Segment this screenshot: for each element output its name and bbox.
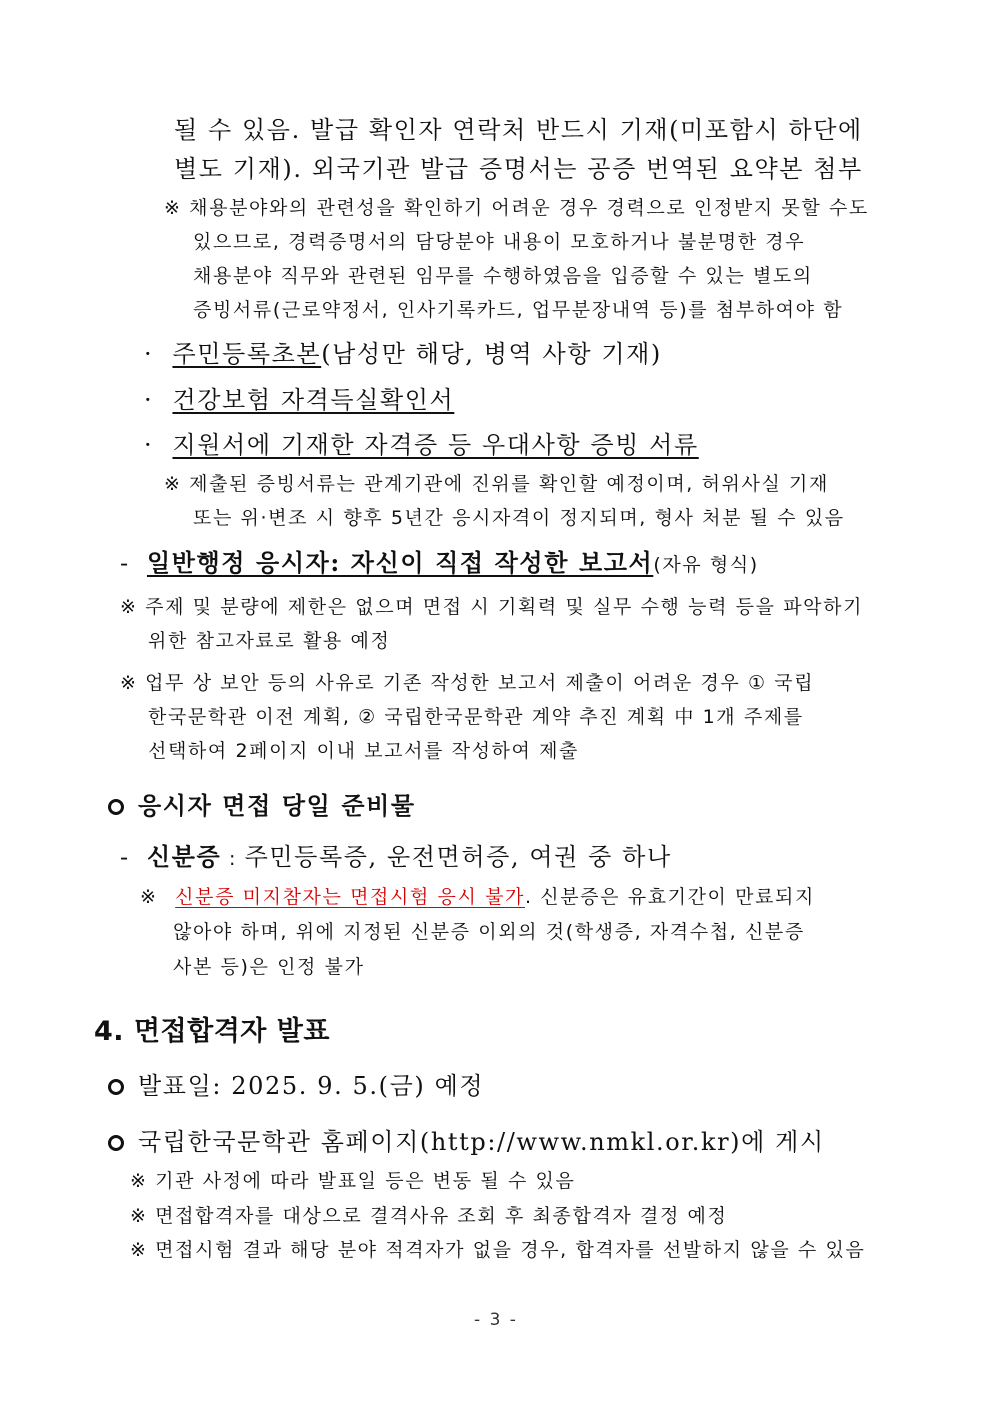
circle-bullet-icon [108, 1079, 124, 1095]
interview-day-title: 응시자 면접 당일 준비물 [138, 791, 416, 820]
section-4-note-3: ※ 면접시험 결과 해당 분야 적격자가 없을 경우, 합격자를 선발하지 않을 수 있음 [130, 1239, 866, 1261]
note-career-line-4: 증빙서류(근로약정서, 인사기록카드, 업무분장내역 등)를 첨부하여야 함 [193, 299, 844, 321]
doc-marker: · [144, 340, 154, 368]
id-note-line-3: 사본 등)은 인정 불가 [173, 956, 365, 978]
note-security-line-1: ※ 업무 상 보안 등의 사유로 기존 작성한 보고서 제출이 어려운 경우 ① 국립 [120, 672, 815, 694]
general-admin-report [120, 548, 759, 577]
doc-marker: · [144, 386, 154, 414]
note-docs-line-2: 또는 위·변조 시 향후 5년간 응시자격이 정지되며, 형사 처분 될 수 있음 [193, 507, 845, 529]
id-card-label: 신분증 [146, 842, 222, 871]
homepage-line [108, 1130, 825, 1154]
general-admin-format: (자유 형식) [653, 554, 759, 576]
note-topic-line-2: 위한 참고자료로 활용 예정 [148, 630, 391, 652]
intro-line-1: 될 수 있음. 발급 확인자 연락처 반드시 기재(미포함시 하단에 [174, 116, 863, 144]
interview-day-heading [108, 791, 416, 820]
page-number: - 3 - [474, 1310, 518, 1330]
note-career-line-3: 채용분야 직무와 관련된 임무를 수행하였음을 입증할 수 있는 별도의 [193, 265, 813, 287]
doc-marker: · [144, 431, 154, 459]
circle-bullet-icon [108, 799, 124, 815]
id-card-value: 주민등록증, 운전면허증, 여권 중 하나 [244, 843, 672, 871]
id-required-warning: 신분증 미지참자는 면접시험 응시 불가 [175, 886, 525, 908]
id-note-line-2: 않아야 하며, 위에 지정된 신분증 이외의 것(학생증, 자격수첩, 신분증 [173, 921, 805, 943]
note-security-line-2: 한국문학관 이전 계획, ② 국립한국문학관 계약 추진 계획 中 1개 주제를 [148, 706, 804, 728]
note-career-line-2: 있으므로, 경력증명서의 담당분야 내용이 모호하거나 불분명한 경우 [193, 231, 806, 253]
section-4-heading: 4. 면접합격자 발표 [94, 1016, 330, 1047]
circle-bullet-icon [108, 1135, 124, 1151]
id-note-rest: . 신분증은 유효기간이 만료되지 [525, 886, 815, 908]
dash: - [120, 549, 130, 577]
note-career-line-1: ※ 채용분야와의 관련성을 확인하기 어려운 경우 경력으로 인정받지 못할 수도 [164, 197, 869, 219]
announce-date: 발표일: 2025. 9. 5.(금) 예정 [138, 1072, 485, 1100]
general-admin-title: 일반행정 응시자: 자신이 직접 작성한 보고서 [146, 548, 654, 577]
note-security-line-3: 선택하여 2페이지 이내 보고서를 작성하여 제출 [148, 740, 580, 762]
dash: - [120, 843, 130, 871]
id-card-line [120, 842, 672, 871]
doc-item-resident-abstract [144, 342, 662, 366]
note-mark: ※ [140, 886, 158, 908]
doc-name: 건강보험 자격득실확인서 [172, 386, 455, 414]
intro-line-2: 별도 기재). 외국기관 발급 증명서는 공증 번역된 요약본 첨부 [174, 155, 863, 183]
note-docs-line-1: ※ 제출된 증빙서류는 관계기관에 진위를 확인할 예정이며, 허위사실 기재 [164, 473, 829, 495]
note-topic-line-1: ※ 주제 및 분량에 제한은 없으며 면접 시 기획력 및 실무 수행 능력 등을 파악하기 [120, 596, 864, 618]
doc-name: 주민등록초본 [172, 340, 322, 368]
doc-detail: (남성만 해당, 병역 사항 기재) [321, 340, 662, 368]
announce-date-line [108, 1074, 484, 1098]
doc-item-preference-proof [144, 433, 699, 457]
id-note-line-1 [140, 888, 815, 907]
doc-item-health-insurance [144, 388, 454, 412]
section-4-note-2: ※ 면접합격자를 대상으로 결격사유 조회 후 최종합격자 결정 예정 [130, 1205, 728, 1227]
homepage-notice: 국립한국문학관 홈페이지(http://www.nmkl.or.kr)에 게시 [138, 1128, 825, 1156]
doc-name: 지원서에 기재한 자격증 등 우대사항 증빙 서류 [172, 431, 699, 459]
section-4-note-1: ※ 기관 사정에 따라 발표일 등은 변동 될 수 있음 [130, 1170, 576, 1192]
id-card-sep: : [221, 848, 245, 870]
